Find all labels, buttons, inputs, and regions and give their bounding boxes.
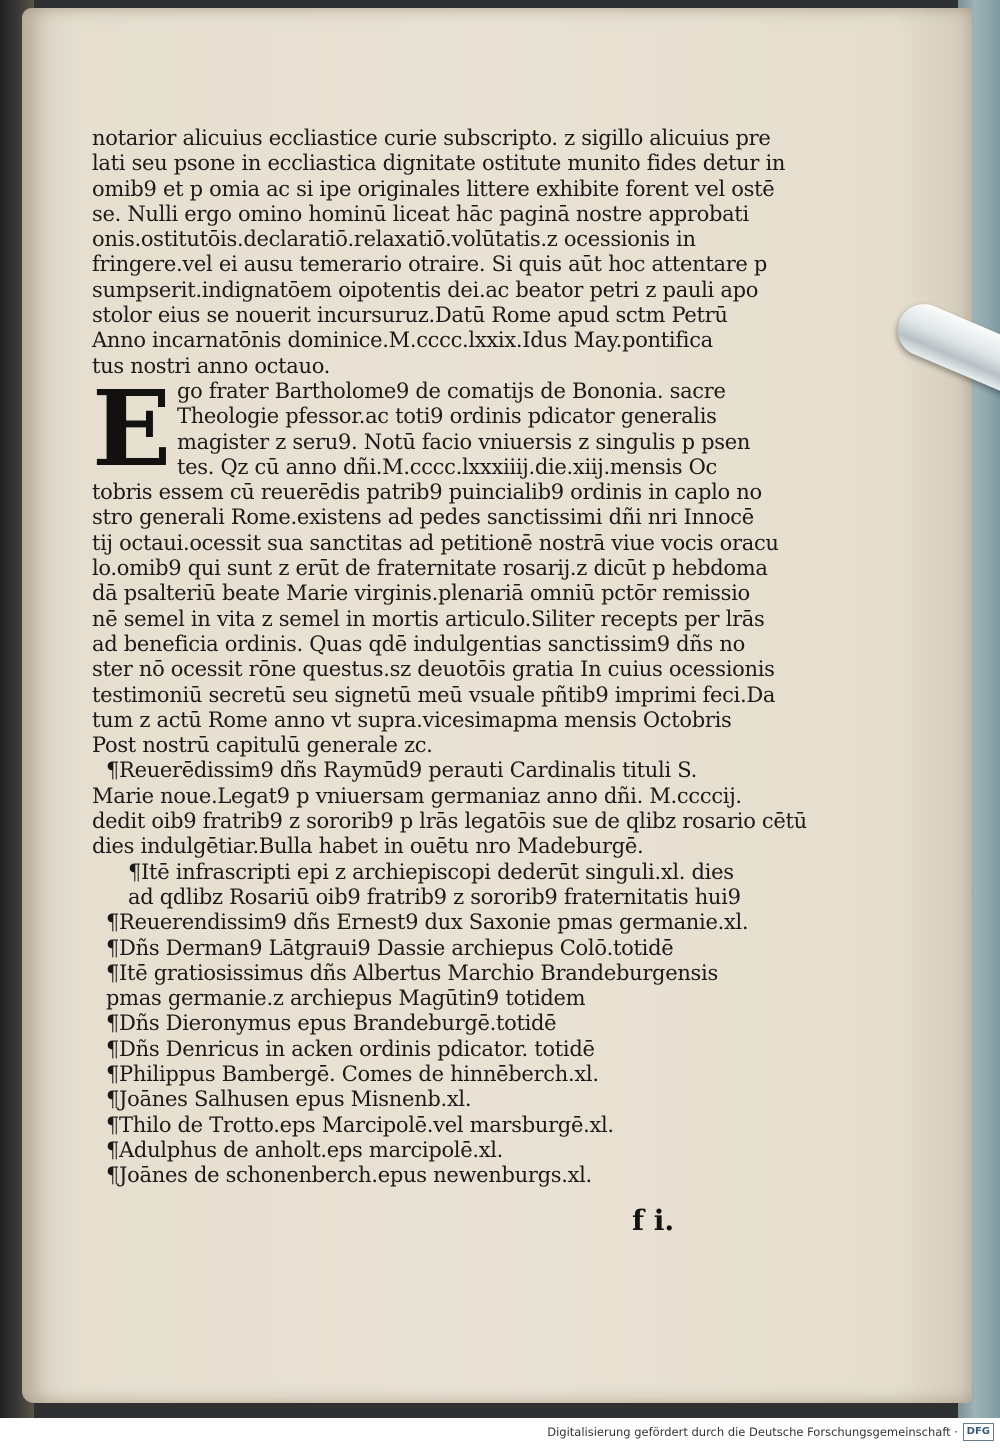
text-line: ¶Reuerēdissim9 dñs Raymūd9 perauti Cardinalis tituli S.	[106, 758, 697, 783]
text-line: ¶Dñs Derman9 Lātgraui9 Dassie archiepus Colō.totidē	[106, 935, 674, 960]
text-line: lo.omib9 qui sunt z erūt de fraternitate rosarij.z dicūt p hebdoma	[92, 556, 768, 581]
text-line: dies indulgētiar.Bulla habet in ouētu nro Madeburgē.	[92, 834, 644, 859]
text-line: Theologie pfessor.ac toti9 ordinis pdicator generalis	[177, 404, 717, 429]
text-line: ¶Thilo de Trotto.eps Marcipolē.vel marsburgē.xl.	[106, 1112, 614, 1137]
signature-mark: f i.	[632, 1204, 675, 1237]
text-line: ster nō ocessit rōne questus.sz deuotōis gratia In cuius ocessionis	[92, 657, 775, 682]
text-line: tij octaui.ocessit sua sanctitas ad petitionē nostrā viue vocis oracu	[92, 530, 779, 555]
text-line: tes. Qz cū anno dñi.M.cccc.lxxxiiij.die.xiij.mensis Oc	[177, 454, 717, 479]
text-line: stolor eius se nouerit incursuruz.Datū Rome apud sctm Petrū	[92, 303, 728, 328]
text-line: tum z actū Rome anno vt supra.vicesimapma mensis Octobris	[92, 707, 732, 732]
text-line: ¶Adulphus de anholt.eps marcipolē.xl.	[106, 1137, 504, 1162]
text-line: Post nostrū capitulū generale zc.	[92, 733, 433, 758]
initial-letter: E	[92, 367, 172, 490]
text-line: Anno incarnatōnis dominice.M.cccc.lxxix.Idus May.pontifica	[92, 328, 713, 353]
text-line: go frater Bartholome9 de comatijs de Bononia. sacre	[177, 378, 726, 403]
text-line: ad beneficia ordinis. Quas qdē indulgentias sanctissim9 dñs no	[92, 631, 745, 656]
footer-credit: Digitalisierung gefördert durch die Deutsche Forschungsgemeinschaft ·	[547, 1425, 958, 1439]
text-line: testimoniū secretū seu signetū meū vsuale pñtib9 imprimi feci.Da	[92, 682, 776, 707]
text-line: magister z seru9. Notū facio vniuersis z singulis p psen	[177, 429, 751, 454]
text-line: ad qdlibz Rosariū oib9 fratrib9 z sororib9 fraternitatis hui9	[128, 884, 741, 909]
text-line: ¶Joānes Salhusen epus Misnenb.xl.	[106, 1087, 472, 1112]
text-line: nē semel in vita z semel in mortis articulo.Siliter recepts per lrās	[92, 606, 765, 631]
text-line: dā psalteriū beate Marie virginis.plenariā omniū pctōr remissio	[92, 581, 750, 606]
text-line: ¶Philippus Bambergē. Comes de hinnēberch.xl.	[106, 1061, 599, 1086]
dfg-logo: DFG	[963, 1423, 994, 1441]
text-line: ¶Itē gratiosissimus dñs Albertus Marchio Brandeburgensis	[106, 960, 718, 985]
text-line: dedit oib9 fratrib9 z sororib9 p lrās legatōis sue de qlibz rosario cētū	[92, 809, 807, 834]
text-line: ¶Dñs Dieronymus epus Brandeburgē.totidē	[106, 1011, 557, 1036]
text-line: se. Nulli ergo omino hominū liceat hāc paginā nostre approbati	[92, 201, 749, 226]
text-line: stro generali Rome.existens ad pedes sanctissimi dñi nri Innocē	[92, 505, 754, 530]
text-line: ¶Joānes de schonenberch.epus newenburgs.xl.	[106, 1163, 592, 1188]
text-line: ¶Dñs Denricus in acken ordinis pdicator. totidē	[106, 1036, 595, 1061]
text-line: sumpserit.indignatōem oipotentis dei.ac beator petri z pauli apo	[92, 277, 759, 302]
text-line: notarior alicuius eccliastice curie subscripto. z sigillo alicuius pre	[92, 126, 771, 150]
footer-bar	[0, 1418, 1000, 1448]
text-line: lati seu psone in eccliastica dignitate ostitute munito fides detur in	[92, 151, 786, 176]
text-line: Marie noue.Legat9 p vniuersam germaniaz anno dñi. M.ccccij.	[92, 783, 742, 808]
text-line: onis.ostitutōis.declaratiō.relaxatiō.volūtatis.z ocessionis in	[92, 227, 696, 252]
text-line: omib9 et p omia ac si ipe originales littere exhibite forent vel ostē	[92, 176, 775, 201]
text-line: pmas germanie.z archiepus Magūtin9 totidem	[106, 986, 586, 1011]
text-line: ¶Reuerendissim9 dñs Ernest9 dux Saxonie pmas germanie.xl.	[106, 910, 749, 935]
text-line: fringere.vel ei ausu temerario otraire. Si quis aūt hoc attentare p	[92, 252, 768, 277]
page-text-block	[92, 126, 807, 1188]
text-line: tus nostri anno octauo.	[92, 353, 331, 378]
text-line: ¶Itē infrascripti epi z archiepiscopi dederūt singuli.xl. dies	[128, 859, 734, 884]
text-line: tobris essem cū reuerēdis patrib9 puincialib9 ordinis in caplo no	[92, 480, 762, 505]
